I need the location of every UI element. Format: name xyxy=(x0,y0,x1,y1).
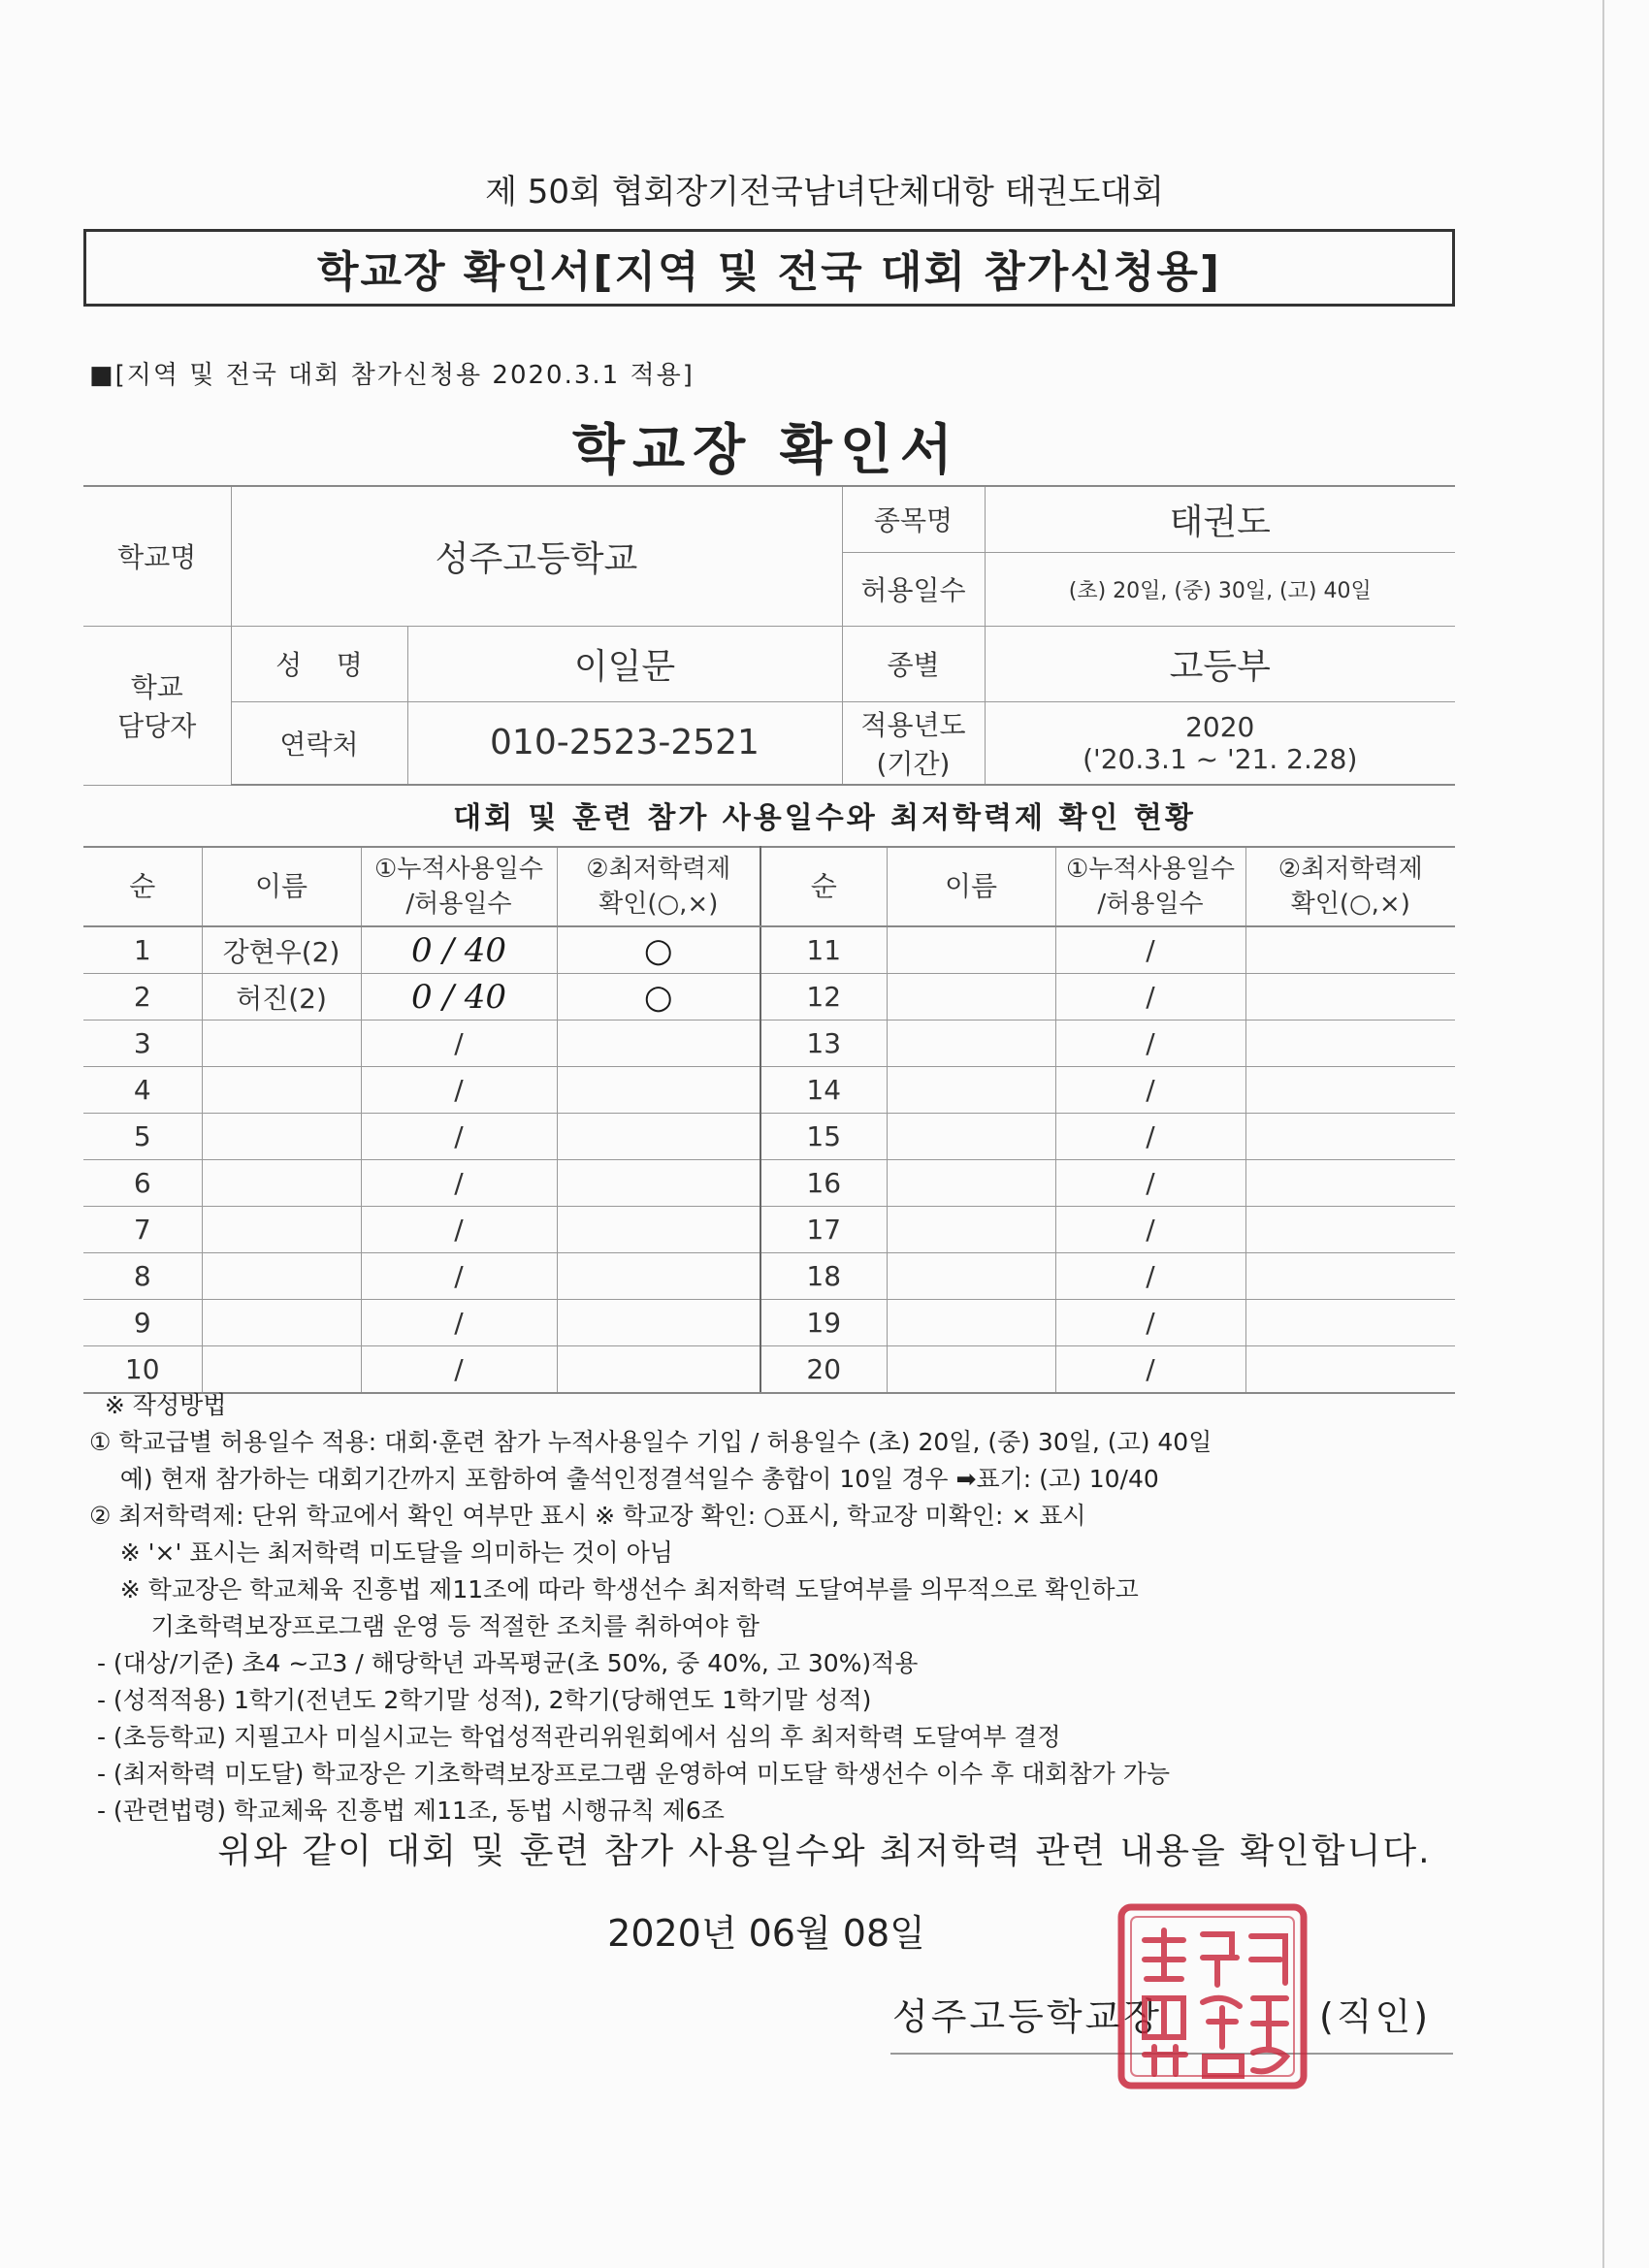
year-label-line1: 적용년도 xyxy=(860,708,966,741)
notice-line: ■[지역 및 전국 대회 참가신청용 2020.3.1 적용] xyxy=(89,361,695,390)
row-check xyxy=(1245,1207,1455,1253)
row-check xyxy=(1245,1346,1455,1394)
col-days-header-right xyxy=(1055,847,1245,926)
row-check xyxy=(1245,926,1455,974)
year-value xyxy=(985,701,1455,785)
method-line: - (초등학교) 지필고사 미실시교는 학업성적관리위원회에서 심의 후 최저학력 도달여부 결정 xyxy=(89,1723,1061,1751)
row-no: 13 xyxy=(760,1021,887,1067)
row-name xyxy=(202,1067,361,1114)
row-days: / xyxy=(1055,1207,1245,1253)
row-days: / xyxy=(361,1253,557,1300)
issue-date: 2020년 06월 08일 xyxy=(607,1912,925,1955)
row-name xyxy=(202,1253,361,1300)
main-title: 학교장 확인서 xyxy=(571,419,961,482)
row-check xyxy=(1245,1160,1455,1207)
col-check-line2-right: 확인(○,×) xyxy=(1290,890,1410,919)
col-check-header-right xyxy=(1245,847,1455,926)
row-name xyxy=(887,926,1055,974)
method-line: - (최저학력 미도달) 학교장은 기초학력보장프로그램 운영하여 미도달 학생선수 이수 후 대회참가 가능 xyxy=(89,1760,1171,1788)
form-title: 학교장 확인서[지역 및 전국 대회 참가신청용] xyxy=(317,247,1221,297)
row-no: 2 xyxy=(83,974,202,1021)
row-name xyxy=(202,1346,361,1394)
row-no: 11 xyxy=(760,926,887,974)
row-name: 강현우(2) xyxy=(202,926,361,974)
method-line: ※ 작성방법 xyxy=(89,1391,227,1419)
row-check xyxy=(557,1160,760,1207)
col-days-line1-right: ①누적사용일수 xyxy=(1065,855,1235,884)
row-no: 9 xyxy=(83,1300,202,1346)
row-days: / xyxy=(1055,1114,1245,1160)
row-name xyxy=(887,1207,1055,1253)
row-days: / xyxy=(361,1114,557,1160)
division-value: 고등부 xyxy=(985,626,1455,701)
row-days: / xyxy=(1055,1067,1245,1114)
col-check-line1: ②최저학력제 xyxy=(586,855,731,884)
table-row xyxy=(83,1346,1455,1394)
row-check xyxy=(1245,1067,1455,1114)
name-value: 이일문 xyxy=(407,626,842,701)
row-check xyxy=(1245,1253,1455,1300)
row-no: 15 xyxy=(760,1114,887,1160)
row-no: 7 xyxy=(83,1207,202,1253)
row-no: 5 xyxy=(83,1114,202,1160)
table-row xyxy=(83,926,1455,974)
row-days: / xyxy=(1055,926,1245,974)
method-line: - (대상/기준) 초4 ~고3 / 해당학년 과목평균(초 50%, 중 40%, 고 30%)적용 xyxy=(89,1649,919,1677)
manager-label xyxy=(83,626,231,785)
method-line: - (관련법령) 학교체육 진흥법 제11조, 동법 시행규칙 제6조 xyxy=(89,1797,725,1825)
row-no: 1 xyxy=(83,926,202,974)
event-title: 제 50회 협회장기전국남녀단체대항 태권도대회 xyxy=(485,173,1164,211)
table-row xyxy=(83,1067,1455,1114)
row-name xyxy=(887,1067,1055,1114)
row-name xyxy=(887,1346,1055,1394)
row-check xyxy=(557,1207,760,1253)
table-row xyxy=(83,1300,1455,1346)
row-no: 16 xyxy=(760,1160,887,1207)
row-days: / xyxy=(1055,1346,1245,1394)
method-line: ※ '×' 표시는 최저학력 미도달을 의미하는 것이 아님 xyxy=(89,1539,673,1567)
division-label: 종별 xyxy=(842,626,985,701)
row-check xyxy=(1245,974,1455,1021)
event-label: 종목명 xyxy=(842,486,985,552)
year-value-line2: ('20.3.1 ~ '21. 2.28) xyxy=(1083,742,1358,775)
method-line: ① 학교급별 허용일수 적용: 대회·훈련 참가 누적사용일수 기입 / 허용일수 (초) 20일, (중) 30일, (고) 40일 xyxy=(89,1428,1212,1456)
table-row xyxy=(83,1021,1455,1067)
row-name xyxy=(887,1160,1055,1207)
year-label-line2: (기간) xyxy=(876,747,951,780)
form-title-box xyxy=(83,229,1455,307)
row-name xyxy=(887,1021,1055,1067)
row-check xyxy=(557,1114,760,1160)
roster-section-title: 대회 및 훈련 참가 사용일수와 최저학력제 확인 현황 xyxy=(453,801,1196,835)
col-days-header xyxy=(361,847,557,926)
name-label: 성 명 xyxy=(231,626,407,701)
row-no: 8 xyxy=(83,1253,202,1300)
row-no: 4 xyxy=(83,1067,202,1114)
row-no: 14 xyxy=(760,1067,887,1114)
table-row xyxy=(83,1253,1455,1300)
row-no: 19 xyxy=(760,1300,887,1346)
col-check-header xyxy=(557,847,760,926)
row-days: / xyxy=(1055,1160,1245,1207)
col-days-line2-right: /허용일수 xyxy=(1097,890,1204,919)
page-edge-shadow xyxy=(1602,0,1604,2268)
row-name: 허진(2) xyxy=(202,974,361,1021)
confirmation-statement: 위와 같이 대회 및 훈련 참가 사용일수와 최저학력 관련 내용을 확인합니다. xyxy=(217,1831,1432,1871)
row-check xyxy=(1245,1114,1455,1160)
col-days-line2: /허용일수 xyxy=(405,890,512,919)
row-name xyxy=(887,1253,1055,1300)
method-line: 기초학력보장프로그램 운영 등 적절한 조치를 취하여야 함 xyxy=(89,1612,760,1640)
roster-table xyxy=(83,846,1455,1394)
table-row xyxy=(83,974,1455,1021)
col-name-header: 이름 xyxy=(202,847,361,926)
school-info-table xyxy=(83,485,1455,786)
row-no: 3 xyxy=(83,1021,202,1067)
row-days: 0 / 40 xyxy=(361,926,557,974)
row-check xyxy=(1245,1300,1455,1346)
allowed-value: (초) 20일, (중) 30일, (고) 40일 xyxy=(985,552,1455,626)
col-check-line1-right: ②최저학력제 xyxy=(1277,855,1423,884)
roster-body xyxy=(83,926,1455,1393)
seal-note: (직인) xyxy=(1319,1995,1432,2038)
table-row xyxy=(83,1160,1455,1207)
row-check xyxy=(1245,1021,1455,1067)
col-check-line2: 확인(○,×) xyxy=(598,890,719,919)
row-no: 12 xyxy=(760,974,887,1021)
row-name xyxy=(887,974,1055,1021)
school-label: 학교명 xyxy=(83,486,231,626)
row-days: / xyxy=(361,1207,557,1253)
contact-label: 연락처 xyxy=(231,701,407,785)
table-row xyxy=(83,1114,1455,1160)
row-check: ○ xyxy=(557,974,760,1021)
col-no-header: 순 xyxy=(83,847,202,926)
row-no: 17 xyxy=(760,1207,887,1253)
row-no: 6 xyxy=(83,1160,202,1207)
row-days: / xyxy=(361,1346,557,1394)
principal-name: 성주고등학교장 xyxy=(892,1995,1162,2038)
row-name xyxy=(202,1021,361,1067)
method-line: ② 최저학력제: 단위 학교에서 확인 여부만 표시 ※ 학교장 확인: ○표시, 학교장 미확인: × 표시 xyxy=(89,1502,1086,1530)
event-value: 태권도 xyxy=(985,486,1455,552)
row-days: / xyxy=(1055,1253,1245,1300)
row-no: 18 xyxy=(760,1253,887,1300)
method-line: 예) 현재 참가하는 대회기간까지 포함하여 출석인정결석일수 총합이 10일 경우 ➡표기: (고) 10/40 xyxy=(89,1465,1159,1493)
row-name xyxy=(887,1114,1055,1160)
contact-value: 010-2523-2521 xyxy=(407,701,842,785)
row-check xyxy=(557,1067,760,1114)
year-label xyxy=(842,701,985,785)
row-name xyxy=(202,1207,361,1253)
row-check xyxy=(557,1300,760,1346)
roster-header-row xyxy=(83,847,1455,926)
row-days: / xyxy=(361,1067,557,1114)
writing-method xyxy=(89,1387,1486,1830)
method-line: ※ 학교장은 학교체육 진흥법 제11조에 따라 학생선수 최저학력 도달여부를 의무적으로 확인하고 xyxy=(89,1575,1139,1604)
row-check xyxy=(557,1021,760,1067)
allowed-label: 허용일수 xyxy=(842,552,985,626)
row-days: / xyxy=(361,1300,557,1346)
col-name-header-right: 이름 xyxy=(887,847,1055,926)
row-days: / xyxy=(1055,1021,1245,1067)
row-name xyxy=(202,1160,361,1207)
col-days-line1: ①누적사용일수 xyxy=(373,855,543,884)
row-name xyxy=(887,1300,1055,1346)
row-check xyxy=(557,1253,760,1300)
row-name xyxy=(202,1300,361,1346)
row-days: / xyxy=(361,1160,557,1207)
row-days: / xyxy=(1055,1300,1245,1346)
school-value: 성주고등학교 xyxy=(231,486,842,626)
row-check: ○ xyxy=(557,926,760,974)
row-days: 0 / 40 xyxy=(361,974,557,1021)
method-line: - (성적적용) 1학기(전년도 2학기말 성적), 2학기(당해연도 1학기말 성적) xyxy=(89,1686,872,1714)
year-value-line1: 2020 xyxy=(1185,710,1255,743)
row-name xyxy=(202,1114,361,1160)
manager-label-line2: 담당자 xyxy=(117,710,197,742)
manager-label-line1: 학교 xyxy=(130,671,183,703)
row-days: / xyxy=(361,1021,557,1067)
col-no-header-right: 순 xyxy=(760,847,887,926)
row-check xyxy=(557,1346,760,1394)
table-row xyxy=(83,1207,1455,1253)
row-no: 20 xyxy=(760,1346,887,1394)
row-days: / xyxy=(1055,974,1245,1021)
row-no: 10 xyxy=(83,1346,202,1394)
official-seal-stamp xyxy=(1116,1901,1310,2091)
